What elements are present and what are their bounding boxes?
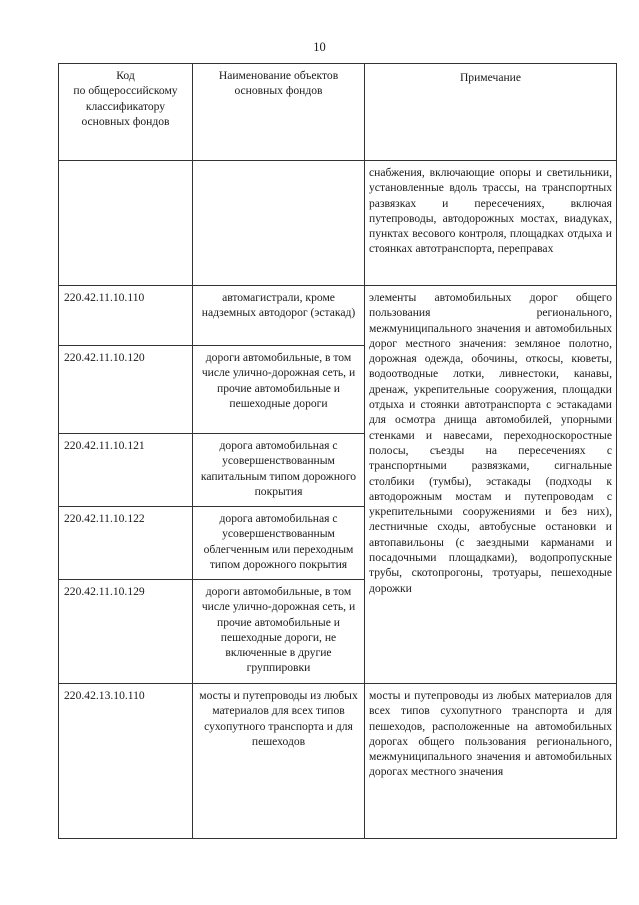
page-number: 10 <box>313 40 326 54</box>
name-cell: дороги автомобильные, в том числе улично-дорожная сеть, и прочие автомобильные и пешеходные дороги <box>193 346 365 434</box>
code-cell: 220.42.11.10.110 <box>59 286 193 346</box>
name-cell: дороги автомобильные, в том числе улично-дорожная сеть, и прочие автомобильные и пешеходные дороги, не включенные в другие группировки <box>193 580 365 684</box>
code-cell: 220.42.11.10.122 <box>59 507 193 580</box>
code-cell: 220.42.11.10.129 <box>59 580 193 684</box>
note-cell: снабжения, включающие опоры и светильники, установленные вдоль трассы, на транспортных развязках и пересечениях, включая путепроводы, автодорожных мостах, виадуках, пунктах весового контроля, площадках отдыха и стоянках автотранспорта, переправах <box>365 161 617 286</box>
table-row <box>59 684 617 839</box>
name-cell: автомагистрали, кроме надземных автодорог (эстакад) <box>193 286 365 346</box>
name-cell: дорога автомобильная с усовершенствованным капитальным типом дорожного покрытия <box>193 434 365 507</box>
code-cell <box>59 161 193 286</box>
table-header-row <box>59 64 617 161</box>
note-cell: мосты и путепроводы из любых материалов для всех типов сухопутного транспорта и для пешеходов, расположенные на автомобильных дорогах общего пользования регионального, межмуниципального значения и автомобильных дорогах местного значения <box>365 684 617 839</box>
header-code: Код по общероссийскому классификатору основных фондов <box>59 64 193 161</box>
header-name: Наименование объектов основных фондов <box>193 64 365 161</box>
shared-note-cell: элементы автомобильных дорог общего пользования регионального, межмуниципального значения и автомобильных дорог местного значения: земляное полотно, дорожная одежда, обочины, откосы, кюветы, водоотводные лотки, ливнестоки, канавы, дренаж, укрепительные сооружения, площадки отдыха и стоянки автотранспорта с эстакадами для осмотра днища автомобилей, упорными стенками и навесами, переходноскоростные полосы, съезды на пересечениях с транспортными развязками, сигнальные столбики (тумбы), эстакады (подходы к автодорожным мостам и путепроводам с укрепительными сооружениями и без них), лестничные сходы, автобусные остановки и автопавильоны (с заездными карманами и посадочными площадками), водопропускные трубы, скотопрогоны, тротуары, пешеходные дорожки <box>365 286 617 684</box>
name-cell: дорога автомобильная с усовершенствованным облегченным или переходным типом дорожного покрытия <box>193 507 365 580</box>
name-cell: мосты и путепроводы из любых материалов для всех типов сухопутного транспорта и для пешеходов <box>193 684 365 839</box>
table-row <box>59 161 617 286</box>
table-row <box>59 286 617 346</box>
name-cell <box>193 161 365 286</box>
code-cell: 220.42.13.10.110 <box>59 684 193 839</box>
code-cell: 220.42.11.10.121 <box>59 434 193 507</box>
fixed-assets-table <box>58 63 617 839</box>
header-note: Примечание <box>365 64 617 161</box>
code-cell: 220.42.11.10.120 <box>59 346 193 434</box>
